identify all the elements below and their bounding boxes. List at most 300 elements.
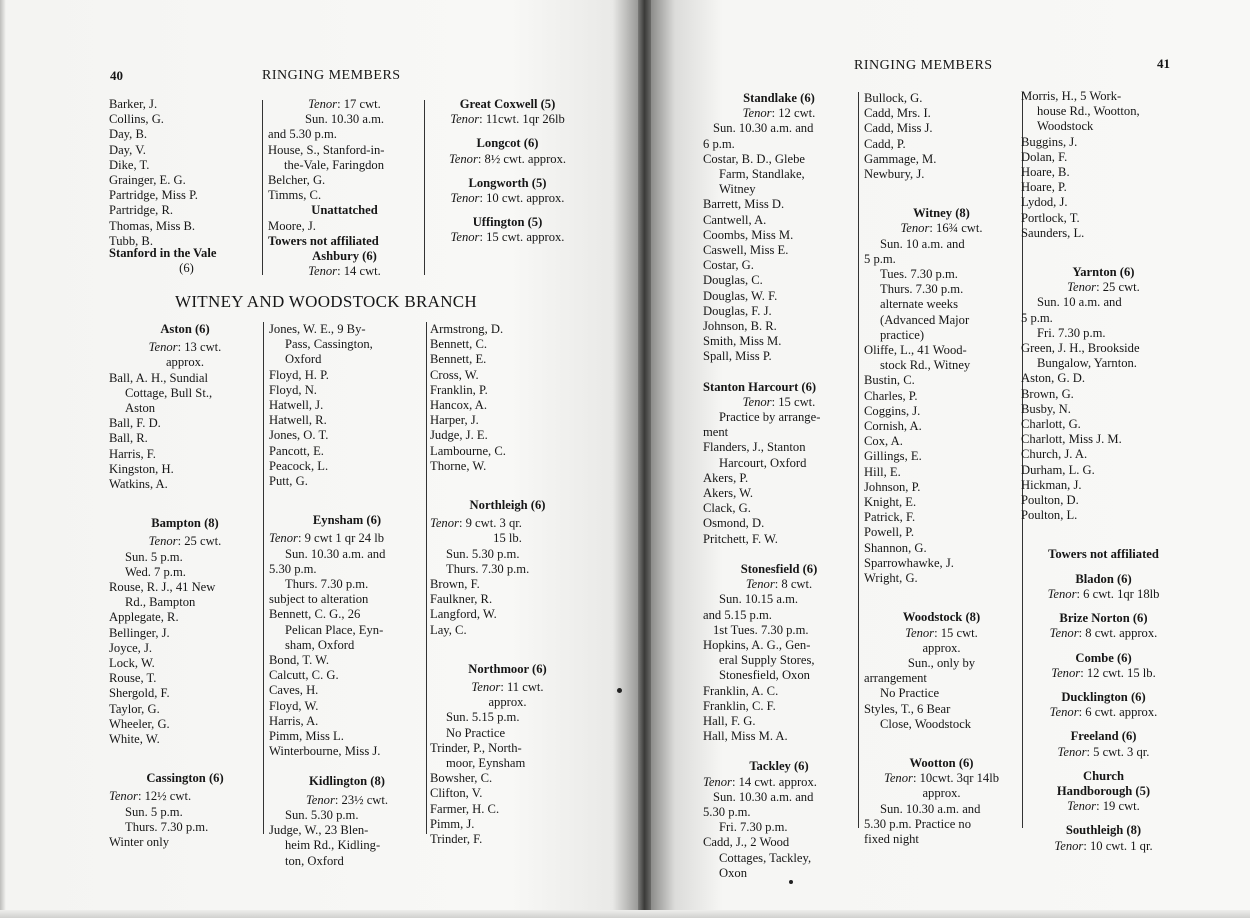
- member-name: Thorne, W.: [430, 458, 487, 473]
- member-name: Day, V.: [109, 142, 146, 157]
- tenor-weight: : 9 cwt. 3 qr.: [458, 516, 522, 531]
- service-time: 15 lb.: [493, 531, 522, 546]
- service-times: [864, 786, 1019, 847]
- service-time: 6 p.m.: [703, 136, 735, 151]
- page-edge-shadow: [0, 0, 6, 918]
- member-name: Durham, L. G.: [1021, 462, 1095, 477]
- tenor-label: Tenor: [1049, 626, 1079, 641]
- service-time: arrangement: [864, 671, 927, 686]
- tenor-label: Tenor: [1057, 744, 1087, 759]
- member-name: Watkins, A.: [109, 477, 168, 492]
- tenor-weight: : 8½ cwt. approx.: [477, 151, 567, 166]
- service-time: ton, Oxford: [285, 853, 344, 868]
- member-name: Calcutt, C. G.: [269, 668, 339, 683]
- member-name: Harris, F.: [109, 446, 156, 461]
- service-time: Hopkins, A. G., Gen-: [703, 637, 811, 652]
- member-name: Franklin, P.: [430, 382, 488, 397]
- member-name: Wheeler, G.: [109, 716, 170, 731]
- member-name: Peacock, L.: [269, 458, 329, 473]
- service-time: Practice by arrange-: [719, 410, 821, 425]
- tenor-weight: : 14 cwt.: [337, 264, 381, 279]
- secretary-address: [269, 322, 425, 368]
- member-list: [109, 610, 261, 747]
- column-rule: [858, 92, 859, 828]
- member-name: Shergold, F.: [109, 686, 170, 701]
- member-name: Barker, J.: [109, 97, 158, 111]
- service-time: and 5.15 p.m.: [703, 607, 772, 622]
- member-name: Busby, N.: [1021, 401, 1071, 416]
- tenor-approx: approx.: [165, 355, 205, 370]
- tenor-label: Tenor: [308, 264, 338, 279]
- tower-name: Combe (6): [1075, 650, 1132, 665]
- member-name: Belcher, G.: [268, 173, 326, 188]
- secretary-address: house Rd., Wootton,: [1037, 104, 1140, 119]
- top-column-1: [109, 97, 259, 249]
- member-name: Johnson, P.: [864, 479, 921, 494]
- member-name: Taylor, G.: [109, 701, 160, 716]
- member-name: Charles, P.: [864, 388, 918, 403]
- tower-name-wootton: Wootton (6): [909, 755, 974, 770]
- member-name: Smith, Miss M.: [703, 334, 782, 349]
- tower-name-southleigh: Southleigh (8): [1065, 823, 1142, 838]
- member-name: Bowsher, C.: [430, 771, 493, 786]
- tower-name-witney: Witney (8): [913, 206, 970, 221]
- member-name: Collins, G.: [109, 112, 164, 127]
- service-times: [703, 592, 855, 683]
- service-time: Wed. 7 p.m.: [125, 564, 186, 579]
- tenor-weight: : 6 cwt. approx.: [1078, 705, 1158, 720]
- member-name: Harper, J.: [430, 413, 479, 428]
- member-name: Floyd, N.: [269, 382, 317, 397]
- tower-name: Brize Norton (6): [1059, 611, 1148, 626]
- service-time: Tues. 7.30 p.m.: [880, 267, 958, 282]
- member-list: [268, 219, 421, 234]
- secretary-address: House, S., Stanford-in-: [268, 142, 385, 157]
- member-name: Cadd, Mrs. I.: [864, 106, 931, 121]
- service-times: [430, 695, 585, 771]
- tower-name-stonesfield: Stonesfield (6): [740, 561, 818, 576]
- member-list: [269, 653, 425, 759]
- tenor-weight: : 17 cwt.: [337, 97, 381, 111]
- service-times: [269, 808, 425, 869]
- book-gutter: [638, 0, 651, 918]
- member-name: Cross, W.: [430, 367, 479, 382]
- ink-speck: [789, 880, 793, 884]
- bell-count: (6): [179, 261, 194, 276]
- running-head: RINGING MEMBERS: [854, 58, 993, 73]
- tenor-weight: : 25 cwt.: [177, 534, 222, 549]
- tower-name-standlake: Standlake (6): [743, 91, 815, 105]
- member-name: Wright, G.: [864, 571, 918, 586]
- right-column-3: Morris, H., 5 Work- house Rd., Wootton, Woodstock Buggins, J. Dolan, F. Hoare, B. Hoare, P. Lydod, J. Portlock, T. Saunders, L. Yarnton (6) Tenor: 25 cwt. Sun. 10 a.m. and 5 p.m. Fri. 7.30 p.m. Green, J. H., Brookside Bungalow, Yarnton. Aston, G. D. Brown, G. Busby, N. Charlott, G. Charlott, Miss J. M. Church, J. A. Durham, L. G. Hickman, J. Poulton, D. Poulton, L. Towers not affiliated Bladon (6) Tenor: 6 cwt. 1qr 18lb Brize Norton (6) Tenor: 8 cwt. approx. Combe (6) Tenor: 12 cwt. 15 lb. Ducklington (6) Tenor: 6 cwt. approx. Freeland (6) Tenor: 5 cwt. 3 qr. Church Handborough (5) Tenor: 19 cwt. Southleigh (8) Tenor: 10 cwt. 1 qr.: [1021, 89, 1186, 854]
- secretary-address: Morris, H., 5 Work-: [1021, 89, 1122, 103]
- tower-list: [1021, 572, 1186, 760]
- member-list: [1021, 135, 1186, 241]
- section-heading-towers-not-affiliated: Towers not affiliated: [1048, 547, 1159, 562]
- lower-column-2: Jones, W. E., 9 By- Pass, Cassington, Oxford Floyd, H. P. Floyd, N. Hatwell, J. Hatwell, R. Jones, O. T. Pancott, E. Peacock, L. Putt, G. Eynsham (6) Tenor: 9 cwt 1 qr 24 lb Sun. 10.30 a.m. and 5.30 p.m. Thurs. 7.30 p.m. subject to alteration Bennett, C. G., 26 Pelican Place, Eyn- sham, Oxford Bond, T. W. Calcutt, C. G. Caves, H. Floyd, W. Harris, A. Pimm, Miss L. Winterbourne, Miss J. Kidlington (8) Tenor: 23½ cwt. Sun. 5.30 p.m. Judge, W., 23 Blen- heim Rd., Kidling- ton, Oxford: [269, 322, 425, 869]
- tower-name-cassington: Cassington (6): [146, 771, 224, 786]
- tenor-weight: : 11 cwt.: [500, 680, 544, 695]
- member-name: Bennett, E.: [430, 352, 487, 367]
- member-name: Lay, C.: [430, 622, 467, 637]
- service-time: 5 p.m.: [864, 251, 896, 266]
- service-times: [109, 550, 261, 580]
- member-list: [430, 771, 585, 847]
- member-name: Partridge, Miss P.: [109, 188, 198, 203]
- member-name: Winterbourne, Miss J.: [269, 744, 381, 759]
- tower-name-northmoor: Northmoor (6): [468, 661, 547, 676]
- tenor-weight: : 13 cwt.: [177, 340, 222, 355]
- service-time: Costar, B. D., Glebe: [703, 151, 805, 166]
- service-time: ment: [703, 425, 729, 440]
- member-name: Cadd, P.: [864, 136, 906, 151]
- member-name: Cox, A.: [864, 434, 903, 449]
- member-name: Armstrong, D.: [430, 322, 504, 336]
- service-time: Pelican Place, Eyn-: [285, 622, 384, 637]
- member-name: Cantwell, A.: [703, 212, 767, 227]
- member-name: Gillings, E.: [864, 449, 922, 464]
- member-name: Hall, Miss M. A.: [703, 729, 788, 744]
- service-time: 5 p.m.: [1021, 310, 1053, 325]
- tenor-weight: : 12 cwt. 15 lb.: [1080, 665, 1156, 680]
- tower-name-handborough: Handborough (5): [1056, 783, 1151, 798]
- service-time: practice): [880, 327, 925, 342]
- column-rule: [426, 322, 427, 834]
- member-name: Sparrowhawke, J.: [864, 555, 954, 570]
- service-time: Sun. 10.30 a.m.: [304, 112, 385, 127]
- service-time: Fri. 7.30 p.m.: [1037, 325, 1106, 340]
- service-time: (Advanced Major: [880, 312, 970, 327]
- service-time: subject to alteration: [269, 592, 369, 607]
- member-list: [864, 373, 1019, 586]
- member-name: Kingston, H.: [109, 461, 174, 476]
- tower-name-bampton: Bampton (8): [151, 516, 219, 531]
- service-time: Stonesfield, Oxon: [719, 668, 810, 683]
- lower-column-1: Aston (6) Tenor: 13 cwt. approx. Ball, A. H., Sundial Cottage, Bull St., Aston Ball, F. D. Ball, R. Harris, F. Kingston, H. Watkins, A. Bampton (8) Tenor: 25 cwt. Sun. 5 p.m. Wed. 7 p.m. Rouse, R. J., 41 New Rd., Bampton Applegate, R. Bellinger, J. Joyce, J. Lock, W. Rouse, T. Shergold, F. Taylor, G. Wheeler, G. White, W. Cassington (6) Tenor: 12½ cwt. Sun. 5 p.m. Thurs. 7.30 p.m. Winter only: [109, 322, 261, 850]
- member-name: Hatwell, R.: [269, 413, 327, 428]
- member-name: Lydod, J.: [1021, 195, 1068, 210]
- member-name: Bustin, C.: [864, 373, 915, 388]
- tenor-label: Tenor: [450, 112, 480, 127]
- member-name: Tubb, B.: [109, 233, 153, 248]
- tenor-label: Tenor: [1049, 705, 1079, 720]
- secretary-address: Cottage, Bull St.,: [125, 385, 213, 400]
- member-name: Lambourne, C.: [430, 443, 506, 458]
- service-time: Close, Woodstock: [880, 716, 972, 731]
- ink-speck: [617, 688, 622, 693]
- service-time: Thurs. 7.30 p.m.: [125, 819, 209, 834]
- service-time: Bungalow, Yarnton.: [1037, 356, 1137, 371]
- member-name: Rouse, T.: [109, 671, 157, 686]
- secretary-address: [1021, 89, 1186, 135]
- service-time: eral Supply Stores,: [719, 653, 815, 668]
- service-time: Fri. 7.30 p.m.: [719, 820, 788, 835]
- secretary-address: Oxford: [285, 352, 322, 367]
- service-time: Oliffe, L., 41 Wood-: [864, 343, 967, 358]
- member-name: Newbury, J.: [864, 167, 925, 182]
- service-time: 5.30 p.m.: [269, 561, 317, 576]
- member-name: Clack, G.: [703, 501, 751, 516]
- service-time: Sun. 10.30 a.m. and: [713, 789, 814, 804]
- member-name: Floyd, W.: [269, 698, 319, 713]
- member-name: Pritchett, F. W.: [703, 531, 778, 546]
- tenor-label: Tenor: [448, 151, 478, 166]
- tenor-weight: : 10 cwt. 1 qr.: [1083, 838, 1153, 853]
- member-list: [268, 173, 421, 203]
- secretary-address: Pass, Cassington,: [285, 337, 373, 352]
- member-name: Poulton, L.: [1021, 508, 1078, 523]
- member-name: Timms, C.: [268, 188, 322, 203]
- member-name: Coombs, Miss M.: [703, 227, 794, 242]
- page-number: 40: [110, 68, 123, 83]
- column-rule: [424, 100, 425, 275]
- member-name: Thomas, Miss B.: [109, 218, 196, 233]
- branch-title: WITNEY AND WOODSTOCK BRANCH: [175, 292, 477, 311]
- tenor-weight: : 10cwt. 3qr 14lb: [912, 771, 999, 786]
- service-time: Sun., only by: [907, 655, 976, 670]
- tower-name: Freeland (6): [1070, 729, 1137, 744]
- running-head: RINGING MEMBERS: [262, 68, 401, 83]
- service-time: Harcourt, Oxford: [719, 455, 807, 470]
- tenor-weight: : 16¾ cwt.: [929, 221, 983, 236]
- right-column-2: Bullock, G. Cadd, Mrs. I. Cadd, Miss J. Cadd, P. Gammage, M. Newbury, J. Witney (8) Tenor: 16¾ cwt. Sun. 10 a.m. and 5 p.m. Tues. 7.30 p.m. Thurs. 7.30 p.m. alternate weeks (Advanced Major practice) Oliffe, L., 41 Wood- stock Rd., Witney Bustin, C. Charles, P. Coggins, J. Cornish, A. Cox, A. Gillings, E. Hill, E. Johnson, P. Knight, E. Patrick, F. Powell, P. Shannon, G. Sparrowhawke, J. Wright, G. Woodstock (8) Tenor: 15 cwt. approx. Sun., only by arrangement No Practice Styles, T., 6 Bear Close, Woodstock Wootton (6) Tenor: 10cwt. 3qr 14lb approx. Sun. 10.30 a.m. and 5.30 p.m. Practice no fixed night: [864, 91, 1019, 847]
- tower-name-northleigh: Northleigh (6): [469, 498, 546, 513]
- service-time: Sun. 10.30 a.m. and: [880, 801, 981, 816]
- service-times: [269, 547, 425, 653]
- service-time: Trinder, P., North-: [430, 740, 522, 755]
- service-time: and 5.30 p.m.: [268, 127, 337, 142]
- service-time: Sun. 5 p.m.: [125, 804, 183, 819]
- member-name: Charlott, Miss J. M.: [1021, 432, 1122, 447]
- tower-name-aston: Aston (6): [160, 322, 210, 336]
- tenor-weight: : 25 cwt.: [1096, 280, 1140, 295]
- tenor-label: Tenor: [1047, 586, 1077, 601]
- tenor-weight: : 15 cwt. approx.: [479, 230, 565, 245]
- service-time: moor, Eynsham: [446, 756, 526, 771]
- service-time: 5.30 p.m.: [703, 804, 751, 819]
- member-name: Cadd, Miss J.: [864, 121, 933, 136]
- member-name: Akers, P.: [703, 470, 749, 485]
- service-time: Green, J. H., Brookside: [1021, 341, 1140, 356]
- tenor-weight: : 19 cwt.: [1096, 799, 1140, 814]
- secretary-address: Rouse, R. J., 41 New: [109, 580, 216, 595]
- service-time: Sun. 5.30 p.m.: [446, 546, 520, 561]
- member-name: Clifton, V.: [430, 786, 483, 801]
- right-column-1: Standlake (6) Tenor: 12 cwt. Sun. 10.30 a.m. and 6 p.m. Costar, B. D., Glebe Farm, Standlake, Witney Barrett, Miss D. Cantwell, A. Coombs, Miss M. Caswell, Miss E. Costar, G. Douglas, C. Douglas, W. F. Douglas, F. J. Johnson, B. R. Smith, Miss M. Spall, Miss P. Stanton Harcourt (6) Tenor: 15 cwt. Practice by arrange- ment Flanders, J., Stanton Harcourt, Oxford Akers, P. Akers, W. Clack, G. Osmond, D. Pritchett, F. W. Stonesfield (6) Tenor: 8 cwt. Sun. 10.15 a.m. and 5.15 p.m. 1st Tues. 7.30 p.m. Hopkins, A. G., Gen- eral Supply Stores, Stonesfield, Oxon Franklin, A. C. Franklin, C. F. Hall, F. G. Hall, Miss M. A. Tackley (6) Tenor: 14 cwt. approx. Sun. 10.30 a.m. and 5.30 p.m. Fri. 7.30 p.m. Cadd, J., 2 Wood Cottages, Tackley, Oxon: [703, 91, 855, 881]
- service-times: [703, 410, 855, 471]
- member-name: Lock, W.: [109, 656, 155, 671]
- section-heading-towers-not-affiliated: Towers not affiliated: [268, 233, 379, 248]
- service-time: 5.30 p.m. Practice no: [864, 816, 972, 831]
- member-name: Bennett, C.: [430, 337, 488, 352]
- column-rule: [262, 100, 263, 275]
- member-name: Cornish, A.: [864, 419, 922, 434]
- member-name: Joyce, J.: [109, 640, 153, 655]
- right-page: [651, 0, 1250, 918]
- member-name: Judge, J. E.: [430, 428, 488, 443]
- member-name: Osmond, D.: [703, 516, 765, 531]
- member-name: Hall, F. G.: [703, 713, 756, 728]
- member-name: Spall, Miss P.: [703, 349, 772, 364]
- tower-name-ashbury: Ashbury (6): [312, 249, 377, 264]
- tower-name: Longcot (6): [476, 136, 539, 151]
- service-times: [864, 641, 1019, 732]
- member-list: [703, 684, 855, 745]
- member-name: Putt, G.: [269, 474, 308, 489]
- service-time: Sun. 5.15 p.m.: [446, 710, 520, 725]
- member-name: Faulkner, R.: [430, 592, 493, 607]
- member-name: Floyd, H. P.: [269, 367, 329, 382]
- member-list: [109, 416, 261, 492]
- service-times: [109, 805, 261, 835]
- member-name: Powell, P.: [864, 525, 915, 540]
- member-name: Buggins, J.: [1021, 134, 1078, 149]
- page-number: 41: [1157, 56, 1170, 71]
- tenor-weight: : 14 cwt. approx.: [731, 774, 817, 789]
- member-name: Coggins, J.: [864, 403, 921, 418]
- member-name: Hatwell, J.: [269, 398, 324, 413]
- service-time: sham, Oxford: [285, 637, 355, 652]
- service-time: fixed night: [864, 831, 919, 846]
- member-list: [703, 197, 855, 364]
- member-name: Church, J. A.: [1021, 447, 1088, 462]
- service-time: Cadd, J., 2 Wood: [703, 835, 790, 850]
- service-time: 1st Tues. 7.30 p.m.: [713, 622, 809, 637]
- tower-name-stanford: Stanford in the Vale: [109, 246, 217, 260]
- member-name: Franklin, C. F.: [703, 698, 776, 713]
- tower-name: Great Coxwell (5): [459, 97, 556, 111]
- member-name: Ball, F. D.: [109, 416, 161, 431]
- member-name: Bond, T. W.: [269, 653, 330, 668]
- member-name: Charlott, G.: [1021, 417, 1081, 432]
- tower-name-yarnton: Yarnton (6): [1072, 265, 1135, 280]
- member-name: Pancott, E.: [269, 443, 324, 458]
- member-name: Patrick, F.: [864, 510, 916, 525]
- tenor-weight: : 15 cwt.: [934, 625, 978, 640]
- service-time: No Practice: [446, 725, 506, 740]
- member-list: [430, 322, 585, 474]
- service-times: [703, 121, 855, 197]
- tenor-weight: : 8 cwt.: [774, 577, 813, 592]
- member-name: Hancox, A.: [430, 398, 488, 413]
- lower-column-3: Armstrong, D. Bennett, C. Bennett, E. Cross, W. Franklin, P. Hancox, A. Harper, J. Judge, J. E. Lambourne, C. Thorne, W. Northleigh (6) Tenor: 9 cwt. 3 qr. 15 lb. Sun. 5.30 p.m. Thurs. 7.30 p.m. Brown, F. Faulkner, R. Langford, W. Lay, C. Northmoor (6) Tenor: 11 cwt. approx. Sun. 5.15 p.m. No Practice Trinder, P., North- moor, Eynsham Bowsher, C. Clifton, V. Farmer, H. C. Pimm, J. Trinder, F.: [430, 322, 585, 847]
- service-time: approx.: [488, 695, 527, 710]
- tower-name-tackley: Tackley (6): [749, 759, 809, 774]
- stanford-entry: [109, 246, 264, 276]
- member-name: Hoare, B.: [1021, 165, 1070, 180]
- tower-name-kidlington: Kidlington (8): [309, 774, 385, 789]
- service-time: Farm, Standlake,: [719, 167, 805, 182]
- service-times: [703, 790, 855, 881]
- member-name: Bullock, G.: [864, 91, 923, 105]
- tenor-weight: : 23½ cwt.: [334, 792, 389, 807]
- tenor-weight: : 5 cwt. 3 qr.: [1086, 744, 1150, 759]
- member-name: Applegate, R.: [109, 610, 179, 625]
- member-list: [703, 471, 855, 547]
- tower-name: Bladon (6): [1075, 571, 1132, 586]
- tower-name-eynsham: Eynsham (6): [312, 513, 382, 528]
- member-name: Caswell, Miss E.: [703, 243, 789, 258]
- column-rule: [263, 322, 264, 834]
- secretary-address: [109, 371, 261, 417]
- service-time: Cottages, Tackley,: [719, 850, 812, 865]
- secretary-address: Ball, A. H., Sundial: [109, 370, 209, 385]
- member-name: Douglas, C.: [703, 273, 763, 288]
- member-name: Costar, G.: [703, 258, 754, 273]
- top-column-3: [430, 97, 585, 246]
- member-name: Grainger, E. G.: [109, 173, 186, 188]
- service-time: Thurs. 7.30 p.m.: [285, 577, 369, 592]
- member-name: Akers, W.: [703, 486, 754, 501]
- member-name: Aston, G. D.: [1021, 371, 1086, 386]
- tower-name-woodstock: Woodstock (8): [902, 610, 981, 625]
- member-name: Brown, G.: [1021, 386, 1074, 401]
- member-list: [269, 368, 425, 490]
- tenor-weight: : 12 cwt.: [771, 106, 816, 121]
- secretary-address: Woodstock: [1037, 119, 1094, 134]
- tower-name-stanton-harcourt: Stanton Harcourt (6): [703, 379, 817, 394]
- service-time: Sun. 10.30 a.m. and: [713, 121, 814, 136]
- member-name: White, W.: [109, 732, 160, 747]
- member-name: Dolan, F.: [1021, 149, 1068, 164]
- tenor-weight: : 12½ cwt.: [137, 789, 192, 804]
- member-name: Day, B.: [109, 127, 148, 142]
- service-time: approx.: [922, 640, 961, 655]
- tenor-weight: : 11cwt. 1qr 26lb: [479, 112, 565, 127]
- member-name: Hill, E.: [864, 464, 901, 479]
- secretary-address: Jones, W. E., 9 By-: [269, 322, 366, 336]
- top-column-2: [268, 97, 421, 279]
- tenor-weight: : 10 cwt. approx.: [479, 191, 565, 206]
- tower-name: Uffington (5): [472, 215, 543, 230]
- service-time: Thurs. 7.30 p.m.: [446, 561, 530, 576]
- member-name: Hickman, J.: [1021, 477, 1082, 492]
- member-name: Saunders, L.: [1021, 225, 1085, 240]
- member-name: Pimm, Miss L.: [269, 729, 344, 744]
- service-time: Sun. 5.30 p.m.: [285, 807, 359, 822]
- member-name: Shannon, G.: [864, 540, 927, 555]
- member-name: Portlock, T.: [1021, 210, 1080, 225]
- member-name: Barrett, Miss D.: [703, 197, 785, 212]
- service-time: Sun. 10.15 a.m.: [719, 592, 799, 607]
- service-times: [1021, 295, 1186, 371]
- service-time: Sun. 10 a.m. and: [880, 236, 965, 251]
- tower-name-church: Church: [1082, 768, 1125, 783]
- member-name: Bellinger, J.: [109, 625, 170, 640]
- member-name: Douglas, F. J.: [703, 303, 772, 318]
- member-name: Moore, J.: [268, 218, 316, 233]
- tenor-label: Tenor: [1051, 665, 1081, 680]
- member-name: Brown, F.: [430, 577, 480, 592]
- member-name: Partridge, R.: [109, 203, 174, 218]
- service-time: approx.: [922, 786, 961, 801]
- tenor-weight: : 8 cwt. approx.: [1078, 626, 1158, 641]
- member-name: Franklin, A. C.: [703, 683, 779, 698]
- service-time: Witney: [719, 182, 756, 197]
- member-name: Caves, H.: [269, 683, 319, 698]
- service-time: Judge, W., 23 Blen-: [269, 823, 369, 838]
- service-time: Flanders, J., Stanton: [703, 440, 806, 455]
- member-list: [1021, 371, 1186, 523]
- member-name: Knight, E.: [864, 495, 917, 510]
- member-name: Johnson, B. R.: [703, 319, 777, 334]
- tenor-label: Tenor: [308, 97, 338, 111]
- secretary-address: Rd., Bampton: [125, 595, 196, 610]
- secretary-address: Aston: [125, 401, 156, 416]
- member-name: Poulton, D.: [1021, 493, 1079, 508]
- service-time: stock Rd., Witney: [880, 358, 971, 373]
- tower-name: Longworth (5): [468, 175, 547, 190]
